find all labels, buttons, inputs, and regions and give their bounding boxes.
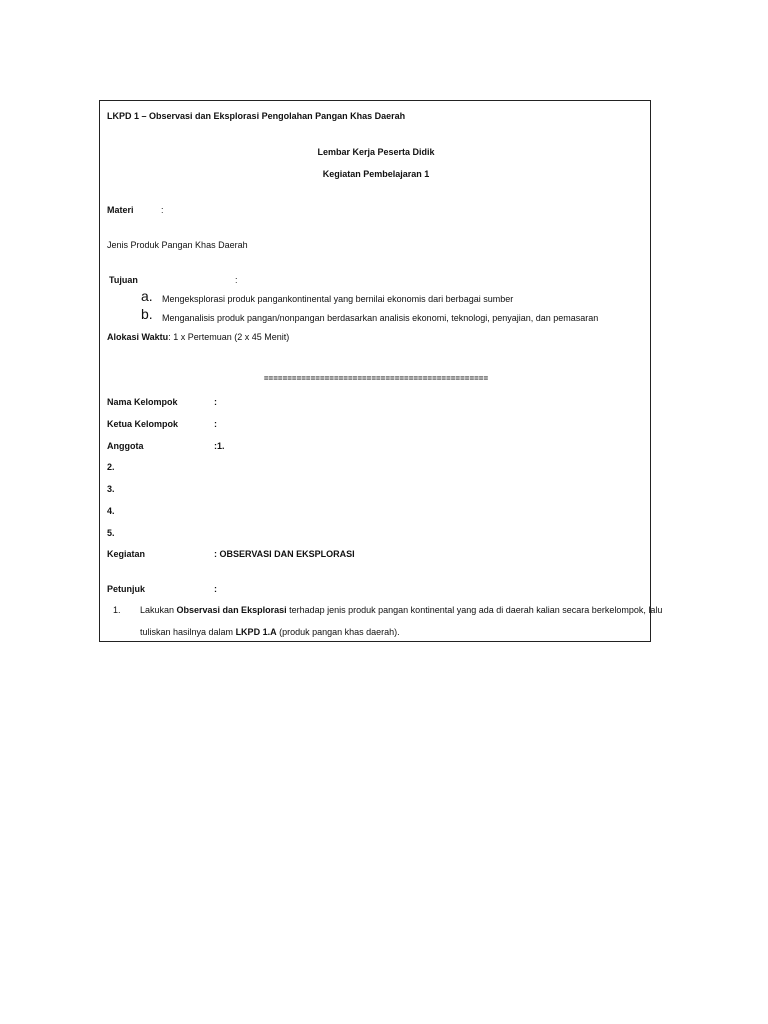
kegiatan-row: [107, 548, 355, 560]
instruction-emphasis: Observasi dan Eksplorasi: [176, 605, 287, 615]
anggota-item: 2.: [107, 462, 115, 472]
petunjuk-label: Petunjuk: [107, 584, 146, 594]
tujuan-item-text: Mengeksplorasi produk pangankontinental yang bernilai ekonomis dari berbagai sumber: [162, 294, 514, 304]
worksheet-box: [99, 100, 663, 642]
materi-value: Jenis Produk Pangan Khas Daerah: [107, 240, 248, 250]
instruction-text: terhadap jenis produk pangan kontinental yang ada di daerah kalian secara berkelompok, lalu: [286, 605, 663, 615]
nama-kelompok-value: :: [214, 397, 217, 407]
tujuan-label: Tujuan: [109, 275, 138, 285]
instruction-text: tuliskan hasilnya dalam: [140, 627, 236, 637]
anggota-row: [107, 440, 225, 452]
worksheet-title: Lembar Kerja Peserta Didik: [317, 147, 435, 157]
anggota-item: 3.: [107, 484, 115, 494]
nama-kelompok-label: Nama Kelompok: [107, 397, 178, 407]
anggota-label: Anggota: [107, 441, 144, 451]
ketua-kelompok-value: :: [214, 419, 217, 429]
tujuan-item: [100, 307, 652, 323]
petunjuk-row: [107, 583, 217, 595]
kegiatan-value: : OBSERVASI DAN EKSPLORASI: [214, 549, 355, 559]
materi-label: Materi: [107, 205, 134, 215]
worksheet-header: LKPD 1 – Observasi dan Eksplorasi Pengolahan Pangan Khas Daerah: [107, 111, 406, 121]
alokasi-label: Alokasi Waktu: [107, 332, 169, 342]
alokasi-value: : 1 x Pertemuan (2 x 45 Menit): [168, 332, 290, 342]
tujuan-item-marker: b.: [141, 306, 153, 322]
tujuan-item: [100, 289, 652, 305]
instruction-step-line1: [140, 604, 662, 616]
tujuan-item-text: Menganalisis produk pangan/nonpangan berdasarkan analisis ekonomi, teknologi, penyajian, dan pemasaran: [162, 313, 599, 323]
instruction-text: (produk pangan khas daerah).: [276, 627, 400, 637]
alokasi-row: [107, 331, 289, 343]
tujuan-colon: :: [235, 275, 238, 285]
anggota-item: 5.: [107, 528, 115, 538]
anggota-value: :1.: [214, 441, 225, 451]
anggota-item: 4.: [107, 506, 115, 516]
instruction-emphasis: LKPD 1.A: [235, 627, 277, 637]
materi-row: [107, 204, 164, 216]
kegiatan-label: Kegiatan: [107, 549, 146, 559]
ketua-kelompok-row: [107, 418, 217, 430]
nama-kelompok-row: [107, 396, 217, 408]
ketua-kelompok-label: Ketua Kelompok: [107, 419, 179, 429]
tujuan-row: [109, 274, 238, 286]
materi-colon: :: [161, 205, 164, 215]
instruction-text: Lakukan: [140, 605, 177, 615]
separator-line: ================================================: [263, 374, 489, 383]
instruction-step-line2: [140, 626, 400, 638]
worksheet-subtitle: Kegiatan Pembelajaran 1: [322, 169, 430, 179]
instruction-step-number: 1.: [113, 605, 121, 615]
petunjuk-colon: :: [214, 584, 217, 594]
tujuan-item-marker: a.: [141, 288, 153, 304]
